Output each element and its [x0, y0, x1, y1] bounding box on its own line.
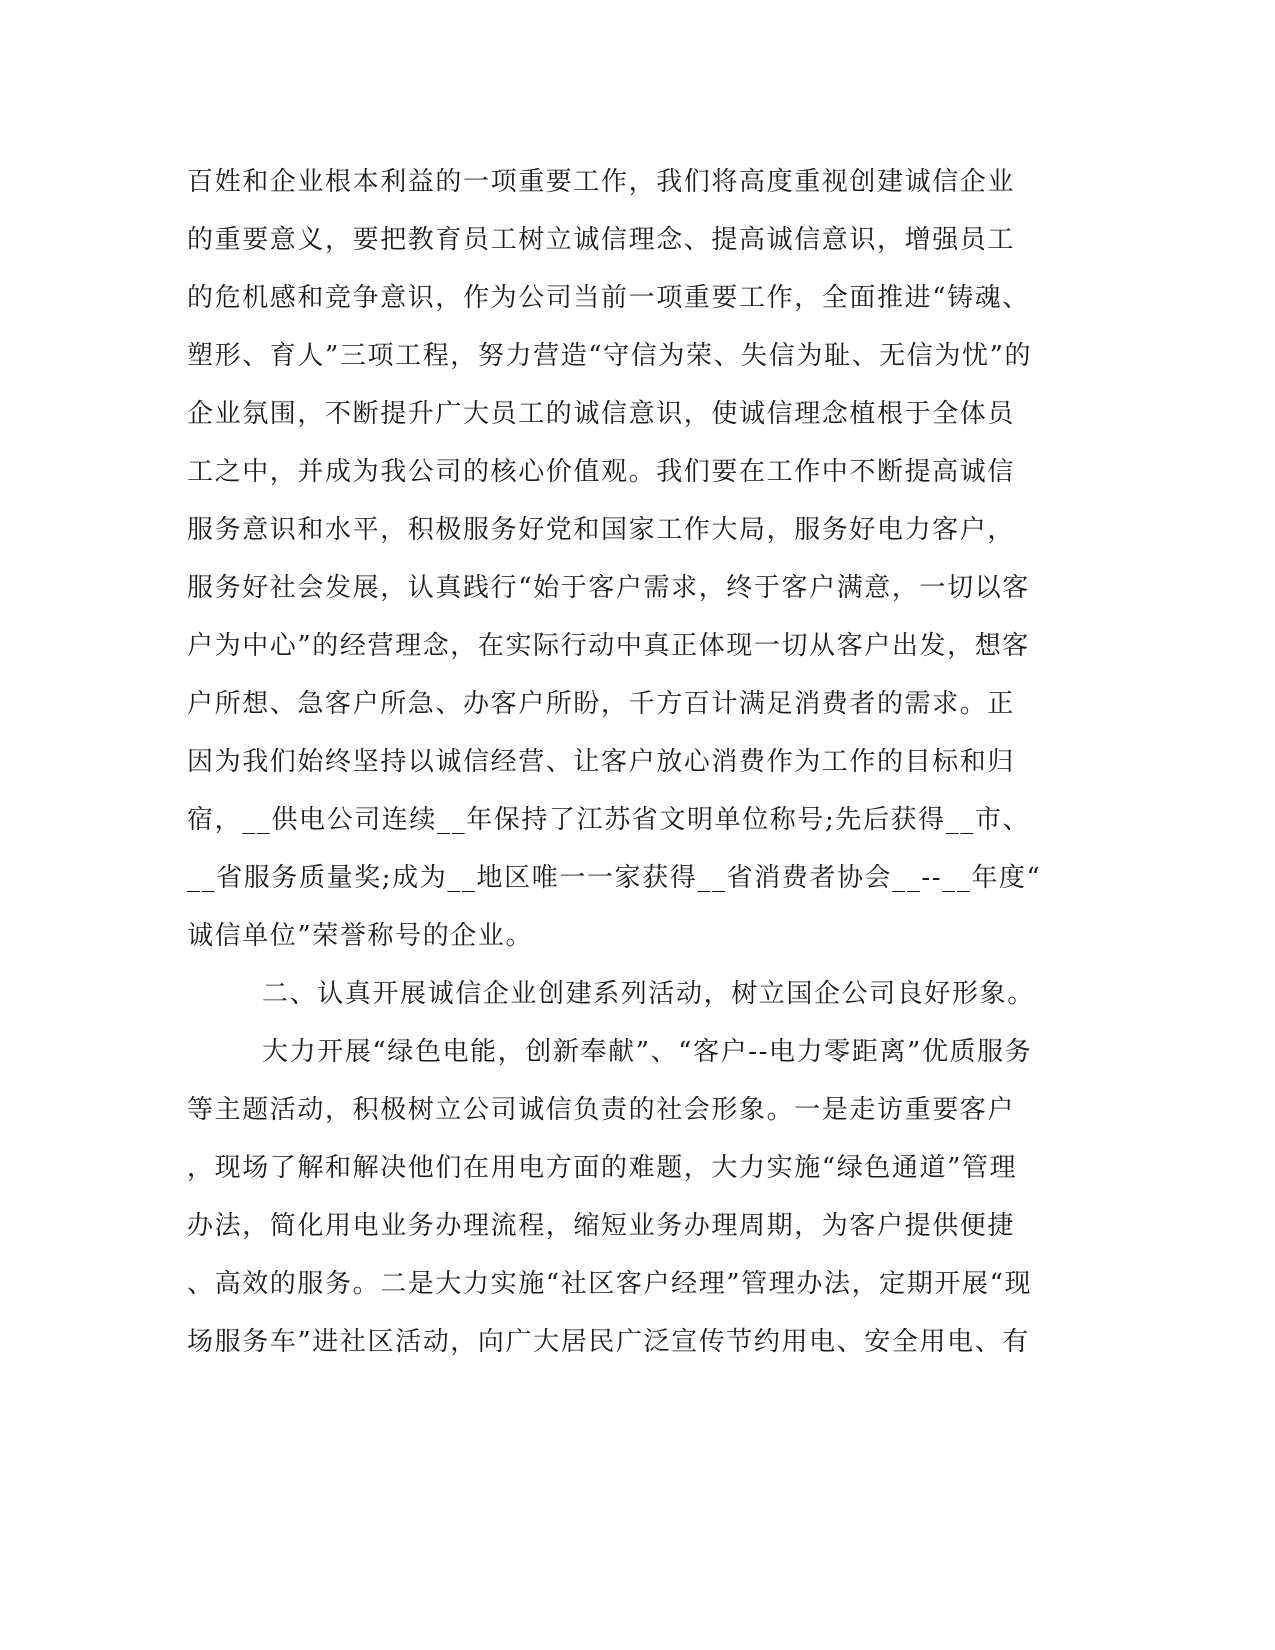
- body-text-line: 诚信单位”荣誉称号的企业。: [187, 921, 534, 951]
- body-text-line: 服务意识和水平，积极服务好党和国家工作大局，服务好电力客户，: [187, 515, 1016, 545]
- section-heading: 二、认真开展诚信企业创建系列活动，树立国企公司良好形象。: [262, 979, 1035, 1009]
- body-text-line: 大力开展“绿色电能，创新奉献”、“客户--电力零距离”优质服务: [262, 1037, 1033, 1067]
- body-text-line: 户所想、急客户所急、办客户所盼，千方百计满足消费者的需求。正: [187, 689, 1016, 719]
- body-text-line: 等主题活动，积极树立公司诚信负责的社会形象。一是走访重要客户: [187, 1095, 1016, 1125]
- body-text-line: 宿，__供电公司连续__年保持了江苏省文明单位称号;先后获得__市、: [187, 805, 1031, 835]
- body-text-line: 场服务车”进社区活动，向广大居民广泛宣传节约用电、安全用电、有: [187, 1327, 1030, 1357]
- body-text-line: 塑形、育人”三项工程，努力营造“守信为荣、失信为耻、无信为忧”的: [187, 341, 1033, 371]
- body-text-line: 服务好社会发展，认真践行“始于客户需求，终于客户满意，一切以客: [187, 573, 1030, 603]
- body-text-line: 百姓和企业根本利益的一项重要工作，我们将高度重视创建诚信企业: [187, 167, 1016, 197]
- body-text-line: 户为中心”的经营理念，在实际行动中真正体现一切从客户出发，想客: [187, 631, 1030, 661]
- body-text-line: 的危机感和竞争意识，作为公司当前一项重要工作，全面推进“铸魂、: [187, 283, 1030, 313]
- body-text-line: 因为我们始终坚持以诚信经营、让客户放心消费作为工作的目标和归: [187, 747, 1016, 777]
- body-text-line: __省服务质量奖;成为__地区唯一一家获得__省消费者协会__--__年度“: [187, 863, 1042, 893]
- body-text-line: 企业氛围，不断提升广大员工的诚信意识，使诚信理念植根于全体员: [187, 399, 1016, 429]
- body-text-line: 办法，简化用电业务办理流程，缩短业务办理周期，为客户提供便捷: [187, 1211, 1016, 1241]
- body-text-line: 、高效的服务。二是大力实施“社区客户经理”管理办法，定期开展“现: [187, 1269, 1033, 1299]
- body-text-line: ，现场了解和解决他们在用电方面的难题，大力实施“绿色通道”管理: [187, 1153, 1018, 1183]
- body-text-line: 工之中，并成为我公司的核心价值观。我们要在工作中不断提高诚信: [187, 457, 1016, 487]
- body-text-line: 的重要意义，要把教育员工树立诚信理念、提高诚信意识，增强员工: [187, 225, 1016, 255]
